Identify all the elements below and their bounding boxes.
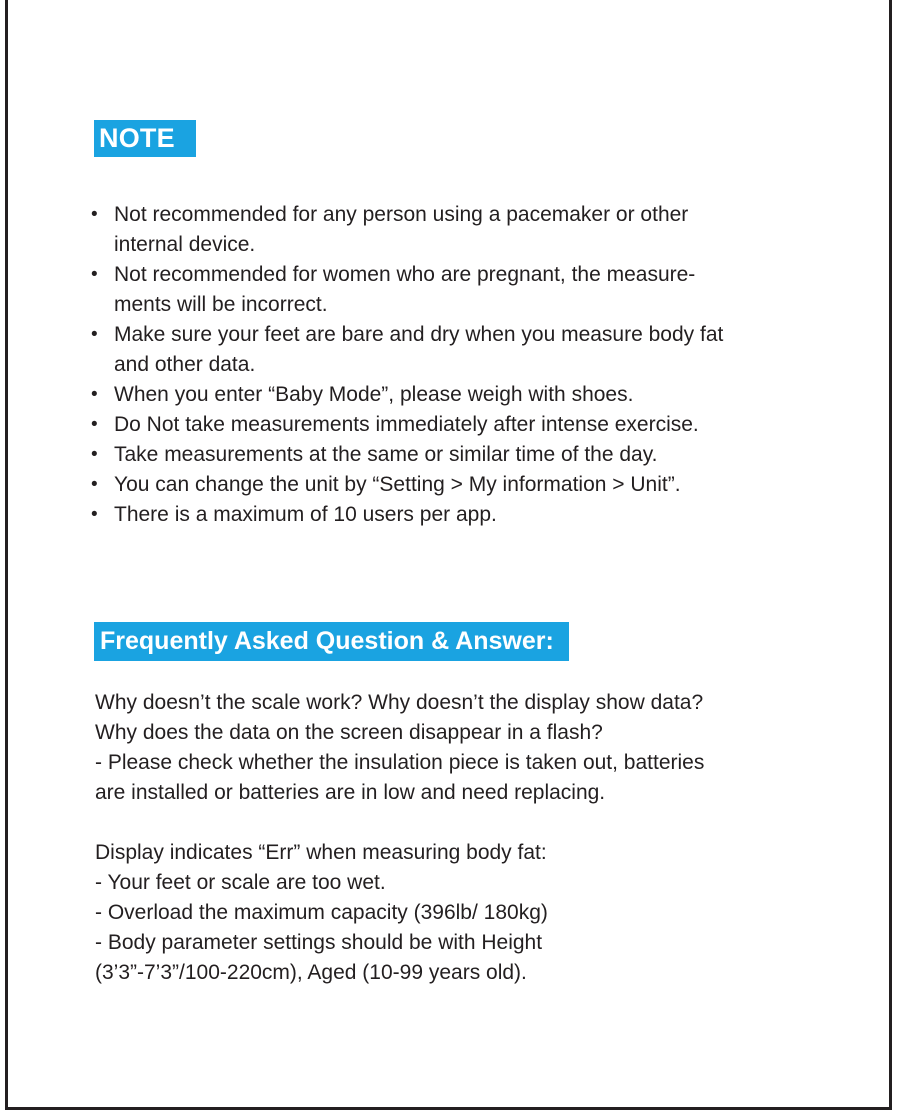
note-line: and other data. [114, 353, 256, 376]
faq-line: - Body parameter settings should be with Height [95, 931, 543, 954]
note-line: You can change the unit by “Setting > My information > Unit”. [114, 473, 681, 496]
note-item [87, 440, 827, 470]
note-item [87, 410, 827, 440]
faq-line: Why doesn’t the scale work? Why doesn’t the display show data? [95, 691, 704, 714]
faq-line: Why does the data on the screen disappear in a flash? [95, 721, 603, 744]
bullet-icon: • [91, 414, 98, 435]
note-line: When you enter “Baby Mode”, please weigh with shoes. [114, 383, 634, 406]
bullet-icon: • [91, 264, 98, 285]
note-line: Make sure your feet are bare and dry when you measure body fat [114, 323, 724, 346]
note-line: Do Not take measurements immediately after intense exercise. [114, 413, 699, 436]
note-list [87, 200, 827, 530]
faq-heading: Frequently Asked Question & Answer: [94, 622, 569, 661]
faq-line: Display indicates “Err” when measuring body fat: [95, 841, 547, 864]
note-item [87, 320, 827, 380]
faq-line: - Your feet or scale are too wet. [95, 871, 386, 894]
note-item [87, 200, 827, 260]
faq-line: are installed or batteries are in low and need replacing. [95, 781, 606, 804]
bullet-icon: • [91, 204, 98, 225]
note-line: Take measurements at the same or similar time of the day. [114, 443, 658, 466]
note-item [87, 260, 827, 320]
note-line: internal device. [114, 233, 256, 256]
paragraph-spacer [95, 808, 835, 838]
bullet-icon: • [91, 504, 98, 525]
note-heading: NOTE [94, 120, 196, 157]
note-line: ments will be incorrect. [114, 293, 328, 316]
note-line: There is a maximum of 10 users per app. [114, 503, 497, 526]
faq-line: - Please check whether the insulation piece is taken out, batteries [95, 751, 705, 774]
faq-line: (3’3”-7’3”/100-220cm), Aged (10-99 years old). [95, 961, 527, 984]
note-item [87, 500, 827, 530]
note-line: Not recommended for women who are pregnant, the measure- [114, 263, 696, 286]
faq-line: - Overload the maximum capacity (396lb/ 180kg) [95, 901, 548, 924]
bullet-icon: • [91, 324, 98, 345]
note-item [87, 470, 827, 500]
bullet-icon: • [91, 474, 98, 495]
note-item [87, 380, 827, 410]
bullet-icon: • [91, 384, 98, 405]
note-line: Not recommended for any person using a pacemaker or other [114, 203, 689, 226]
bullet-icon: • [91, 444, 98, 465]
faq-body [95, 688, 835, 988]
